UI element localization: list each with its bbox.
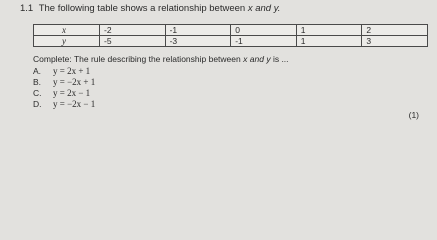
option-equation: y = 2x + 1: [53, 66, 91, 76]
question-number: 1.1: [20, 3, 34, 14]
question-var-y: y.: [273, 3, 281, 14]
completion-prompt: [33, 54, 289, 64]
row-header-x: x: [34, 25, 100, 36]
prompt-var-x: x: [243, 54, 248, 64]
table-cell: 3: [362, 36, 428, 47]
table-cell: -2: [100, 25, 166, 36]
question-text: The following table shows a relationship between: [38, 3, 246, 14]
relationship-table: [33, 24, 428, 47]
answer-options: [33, 66, 95, 110]
question-heading: [20, 3, 280, 14]
prompt-conj: and: [249, 54, 264, 64]
prompt-ellipsis: is ...: [272, 54, 289, 64]
question-conj: and: [255, 3, 272, 14]
table-cell: 2: [362, 25, 428, 36]
option-d[interactable]: [33, 99, 95, 110]
option-letter: A.: [33, 66, 42, 76]
table-cell: 0: [231, 25, 297, 36]
option-a[interactable]: [33, 66, 95, 77]
prompt-var-y: y: [266, 54, 271, 64]
option-equation: y = −2x − 1: [53, 99, 96, 109]
table-row-x: [34, 25, 428, 36]
table-cell: -1: [165, 25, 231, 36]
option-equation: y = −2x + 1: [53, 77, 96, 87]
marks-allocation: (1): [408, 110, 419, 120]
table-row-y: [34, 36, 428, 47]
option-letter: C.: [33, 88, 42, 98]
table-cell: -3: [165, 36, 231, 47]
option-b[interactable]: [33, 77, 95, 88]
question-var-x: x: [247, 3, 253, 14]
option-equation: y = 2x − 1: [53, 88, 91, 98]
table-cell: 1: [296, 36, 362, 47]
prompt-text: Complete: The rule describing the relationship between: [33, 54, 241, 64]
table-cell: -1: [231, 36, 297, 47]
option-letter: B.: [33, 77, 42, 87]
option-letter: D.: [33, 99, 42, 109]
option-c[interactable]: [33, 88, 95, 99]
row-header-y: y: [34, 36, 100, 47]
table-cell: 1: [296, 25, 362, 36]
table-cell: -5: [100, 36, 166, 47]
